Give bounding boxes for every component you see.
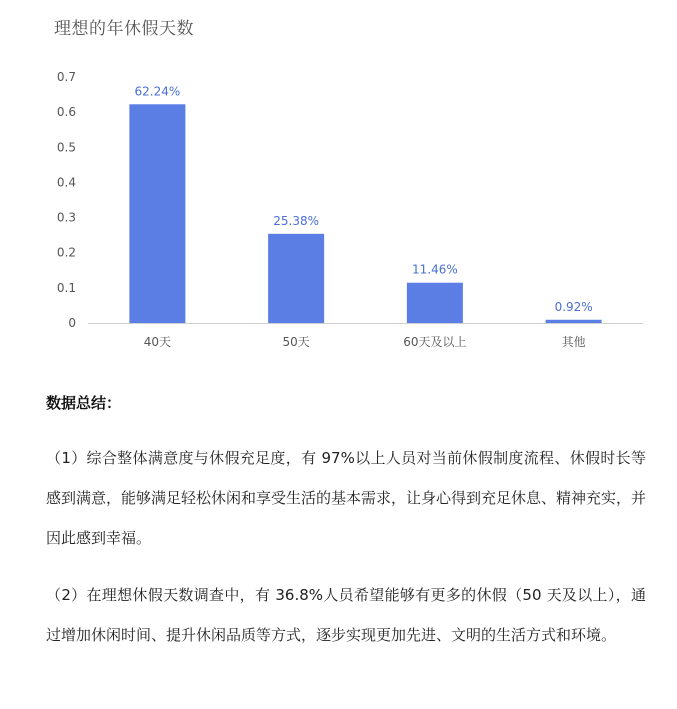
y-tick-label: 0.7 <box>56 70 76 84</box>
summary-paragraph-1: （1）综合整体满意度与休假充足度，有 97%以上人员对当前休假制度流程、休假时长等感到满意，能够满足轻松休闲和享受生活的基本需求，让身心得到充足休息、精神充实，并因此感到幸福。 <box>46 449 647 547</box>
summary-heading: 数据总结： <box>46 394 122 412</box>
data-label: 62.24% <box>134 84 181 99</box>
y-tick-label: 0 <box>68 316 76 330</box>
y-tick-label: 0.1 <box>56 280 76 295</box>
y-tick-label: 0.2 <box>56 245 76 260</box>
chart-title: 理想的年休假天数 <box>54 19 194 39</box>
y-tick-label: 0.3 <box>56 210 76 225</box>
category-label: 其他 <box>561 335 586 349</box>
data-label: 11.46% <box>411 262 458 277</box>
bar <box>407 283 463 323</box>
bar <box>129 104 185 323</box>
data-label: 25.38% <box>273 213 320 228</box>
category-label: 60天及以上 <box>403 335 467 349</box>
y-tick-label: 0.4 <box>56 175 76 190</box>
y-tick-label: 0.6 <box>56 105 76 120</box>
category-label: 40天 <box>143 335 172 349</box>
category-label: 50天 <box>282 335 310 349</box>
bar <box>546 320 602 323</box>
data-label: 0.92% <box>554 299 593 314</box>
summary-paragraph-2: （2）在理想休假天数调查中，有 36.8%人员希望能够有更多的休假（50 天及以上），通过增加休闲时间、提升休闲品质等方式，逐步实现更加先进、文明的生活方式和环境。 <box>46 586 646 644</box>
y-tick-label: 0.5 <box>56 140 76 155</box>
bar <box>268 234 324 323</box>
